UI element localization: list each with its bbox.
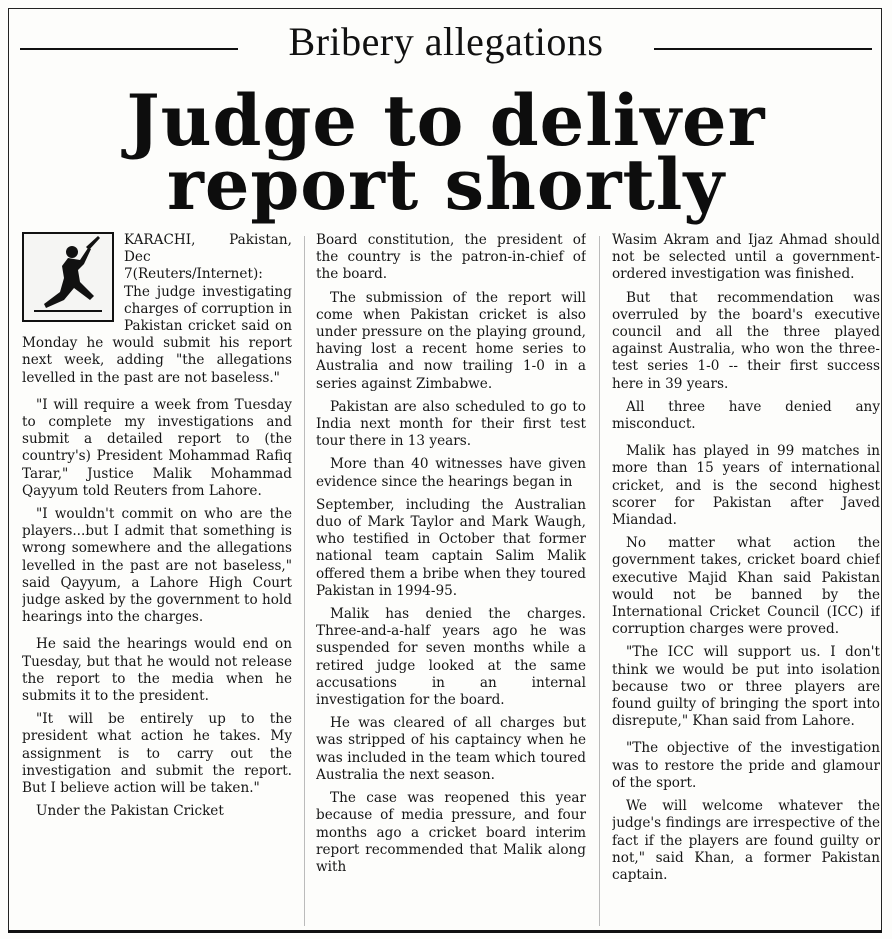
paragraph: Under the Pakistan Cricket xyxy=(36,803,224,820)
paragraph: The case was reopened this year because of media pressure, and four months ago a cricket board interim report recommended that Malik along with xyxy=(316,790,586,875)
paragraph: He was cleared of all charges but was stripped of his captaincy when he was included in the team which toured Australia the next season. xyxy=(316,715,586,783)
headline-line-2: report shortly xyxy=(166,143,726,226)
paragraph: All three have denied any misconduct. xyxy=(612,398,880,433)
paragraph: More than 40 witnesses have given evidence since the hearings began in xyxy=(316,456,586,490)
bottom-rule xyxy=(8,930,882,933)
paragraph: He said the hearings would end on Tuesday, but that he would not release the report to the media when he submits it to the president. xyxy=(22,636,292,705)
paragraph: KARACHI, Pakistan, Dec 7(Reuters/Internet): The judge investigating charges of corruption in Pakistan cricket said on Monday he would submit his report next week, adding "the allegations levelled in the past are not baseless." xyxy=(22,232,292,386)
paragraph: Board constitution, the president of the country is the patron-in-chief of the board. xyxy=(316,232,586,283)
column-divider xyxy=(599,236,600,926)
paragraph: September, including the Australian duo of Mark Taylor and Mark Waugh, who testified in October that former national team captain Salim Malik offered them a bribe when they toured Pakistan in 1994-95. xyxy=(316,496,586,599)
paragraph: Pakistan are also scheduled to go to India next month for their first test tour there in 13 years. xyxy=(316,398,586,450)
column-divider xyxy=(304,236,305,926)
article-column-2 xyxy=(316,232,586,926)
cricketer-photo xyxy=(22,232,114,322)
paragraph: The submission of the report will come when Pakistan cricket is also under pressure on the playing ground, having lost a recent home series to Australia and now trailing 1-0 in a series against Zimbabwe. xyxy=(316,289,586,392)
paragraph: "The ICC will support us. I don't think we would be put into isolation because two or three players are found guilty of bringing the sport into disrepute," Khan said from Lahore. xyxy=(612,644,880,730)
kicker-title: Bribery allegations xyxy=(288,19,604,64)
paragraph: But that recommendation was overruled by the board's executive council and all the three played against Australia, who won the three-test series 1-0 -- their first success here in 39 years. xyxy=(612,289,880,392)
headline-line-1: Judge to deliver xyxy=(126,79,766,162)
paragraph: We will welcome whatever the judge's findings are irrespective of the fact if the players are found guilty or not," said Khan, a former Pakistan captain. xyxy=(612,798,880,883)
article-column-1 xyxy=(22,232,292,926)
paragraph: "I will require a week from Tuesday to complete my investigations and submit a detailed report to (the country's) President Mohammad Rafiq Tarar," Justice Malik Mohammad Qayyum told Reuters from Lahore. xyxy=(22,396,292,499)
paragraph: Malik has played in 99 matches in more than 15 years of international cricket, and is the second highest scorer for Pakistan after Javed Miandad. xyxy=(612,443,880,529)
paragraph: "I wouldn't commit on who are the players...but I admit that something is wrong somewhere and the allegations levelled in the past are not baseless," said Qayyum, a Lahore High Court judge asked by the government to hold hearings into the charges. xyxy=(22,506,292,626)
paragraph: "The objective of the investigation was to restore the pride and glamour of the sport. xyxy=(612,740,880,791)
article-column-3 xyxy=(612,232,880,926)
paragraph: "It will be entirely up to the president what action he takes. My assignment is to carry out the investigation and submit the report. But I believe action will be taken." xyxy=(22,711,292,797)
paragraph: Wasim Akram and Ijaz Ahmad should not be selected until a government-ordered investigation was finished. xyxy=(612,232,880,283)
paragraph: Malik has denied the charges. Three-and-a-half years ago he was suspended for seven months while a retired judge looked at the same accusations in an internal investigation for the board. xyxy=(316,606,586,709)
paragraph: No matter what action the government takes, cricket board chief executive Majid Khan said Pakistan would not be banned by the International Cricket Council (ICC) if corruption charges were proved. xyxy=(612,535,880,638)
